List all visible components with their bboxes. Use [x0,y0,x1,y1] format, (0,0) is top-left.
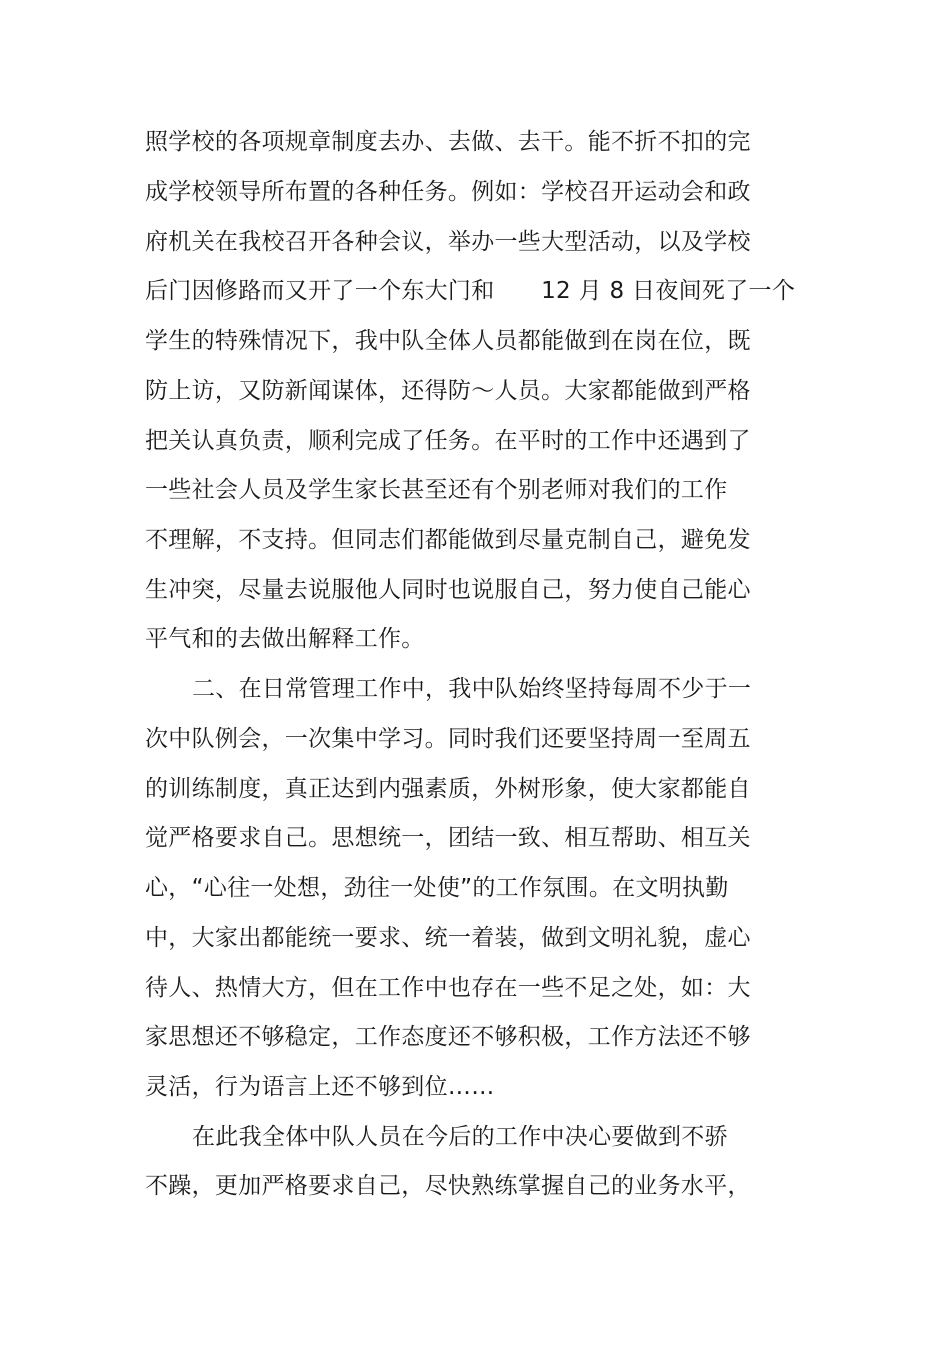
text-line: 学生的特殊情况下，我中队全体人员都能做到在岗在位，既 [145,328,751,354]
text-line: 平气和的去做出解释工作。 [145,626,425,652]
paragraph-start-line: 在此我全体中队人员在今后的工作中决心要做到不骄 [192,1124,728,1150]
text-line: 家思想还不够稳定，工作态度还不够积极，工作方法还不够 [145,1024,751,1050]
text-line: 成学校领导所布置的各种任务。例如：学校召开运动会和政 [145,179,751,205]
text-line: 中，大家出都能统一要求、统一着装，做到文明礼貌，虚心 [145,925,751,951]
text-line: 次中队例会，一次集中学习。同时我们还要坚持周一至周五 [145,726,751,752]
text-line: 府机关在我校召开各种会议，举办一些大型活动，以及学校 [145,229,751,255]
text-line: 不理解，不支持。但同志们都能做到尽量克制自己，避免发 [145,527,751,553]
text-line: 防上访，又防新闻谋体，还得防～人员。大家都能做到严格 [145,378,751,404]
text-line: 的训练制度，真正达到内强素质，外树形象，使大家都能自 [145,776,751,802]
text-line: 灵活，行为语言上还不够到位…… [145,1074,495,1100]
text-line: 生冲突，尽量去说服他人同时也说服自己，努力使自己能心 [145,577,751,603]
text-line: 一些社会人员及学生家长甚至还有个别老师对我们的工作 [145,477,728,503]
text-line: 把关认真负责，顺利完成了任务。在平时的工作中还遇到了 [145,428,751,454]
text-line: 心，“心往一处想，劲往一处使”的工作氛围。在文明执勤 [145,875,729,901]
text-line: 不躁，更加严格要求自己，尽快熟练掌握自己的业务水平， [145,1173,751,1199]
text-line: 后门因修路而又开了一个东大门和 12 月 8 日夜间死了一个 [145,278,796,304]
text-line: 待人、热情大方，但在工作中也存在一些不足之处，如：大 [145,975,751,1001]
paragraph-start-line: 二、在日常管理工作中，我中队始终坚持每周不少于一 [192,676,752,702]
text-line: 觉严格要求自己。思想统一，团结一致、相互帮助、相互关 [145,825,751,851]
text-line: 照学校的各项规章制度去办、去做、去干。能不折不扣的完 [145,129,751,155]
